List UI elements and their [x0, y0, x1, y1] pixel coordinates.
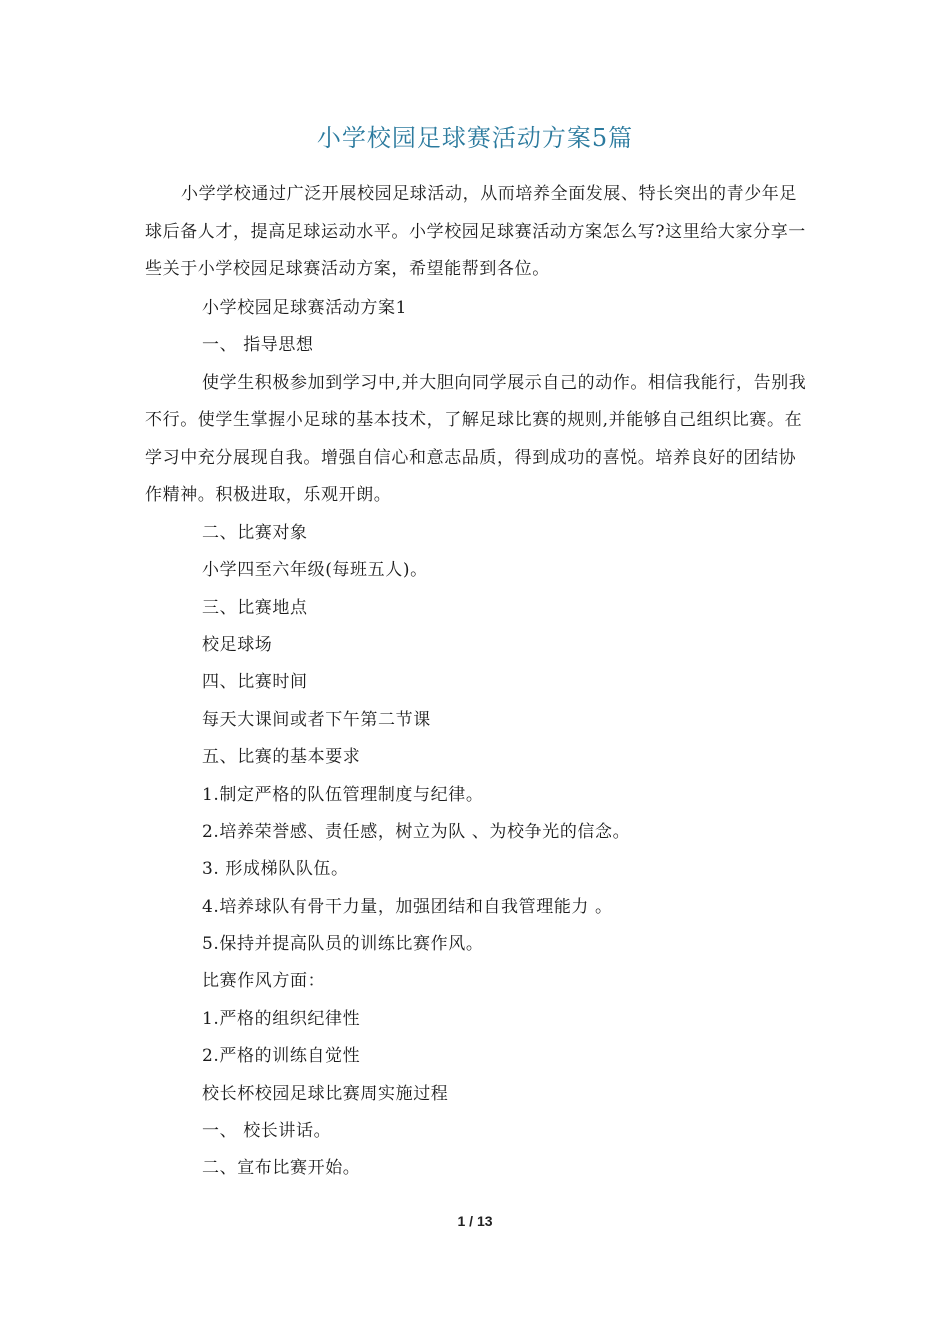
item-3-heading: 三、比赛地点 [202, 597, 308, 618]
process-item: 二、宣布比赛开始。 [202, 1158, 361, 1179]
item-2-heading: 二、比赛对象 [202, 522, 308, 543]
requirement-item: 1.制定严格的队伍管理制度与纪律。 [202, 784, 484, 805]
item-5-heading: 五、比赛的基本要求 [202, 747, 361, 768]
item-2-body: 小学四至六年级(每班五人)。 [202, 560, 428, 581]
section-heading: 小学校园足球赛活动方案1 [202, 298, 408, 318]
item-3-body: 校足球场 [202, 634, 273, 655]
document-body [145, 290, 810, 1188]
item-4-heading: 四、比赛时间 [202, 672, 308, 693]
requirement-item: 2.培养荣誉感、责任感，树立为队 、为校争光的信念。 [202, 821, 631, 842]
process-heading: 校长杯校园足球比赛周实施过程 [202, 1083, 449, 1104]
item-1-heading: 一、 指导思想 [202, 335, 314, 356]
document-title: 小学校园足球赛活动方案5篇 [316, 124, 634, 152]
requirement-item: 5.保持并提高队员的训练比赛作风。 [202, 934, 484, 955]
item-1-body: 使学生积极参加到学习中,并大胆向同学展示自己的动作。相信我能行，告别我不行。使学生掌握小足球的基本技术，了解足球比赛的规则,并能够自己组织比赛。在学习中充分展现自我。增强自信心和意志品质，得到成功的喜悦。培养良好的团结协作精神。积极进取，乐观开朗。 [145, 372, 807, 506]
requirement-item: 3. 形成梯队队伍。 [202, 859, 349, 880]
process-item: 一、 校长讲话。 [202, 1121, 332, 1142]
style-item: 2.严格的训练自觉性 [202, 1046, 361, 1067]
intro-paragraph: 小学学校通过广泛开展校园足球活动，从而培养全面发展、特长突出的青少年足球后备人才，提高足球运动水平。小学校园足球赛活动方案怎么写?这里给大家分享一些关于小学校园足球赛活动方案，希望能帮到各位。 [145, 184, 806, 279]
item-4-body: 每天大课间或者下午第二节课 [202, 709, 431, 730]
style-heading: 比赛作风方面： [202, 971, 326, 992]
requirement-item: 4.培养球队有骨干力量，加强团结和自我管理能力 。 [202, 896, 613, 917]
style-item: 1.严格的组织纪律性 [202, 1008, 361, 1029]
page-number: 1 / 13 [457, 1213, 493, 1229]
